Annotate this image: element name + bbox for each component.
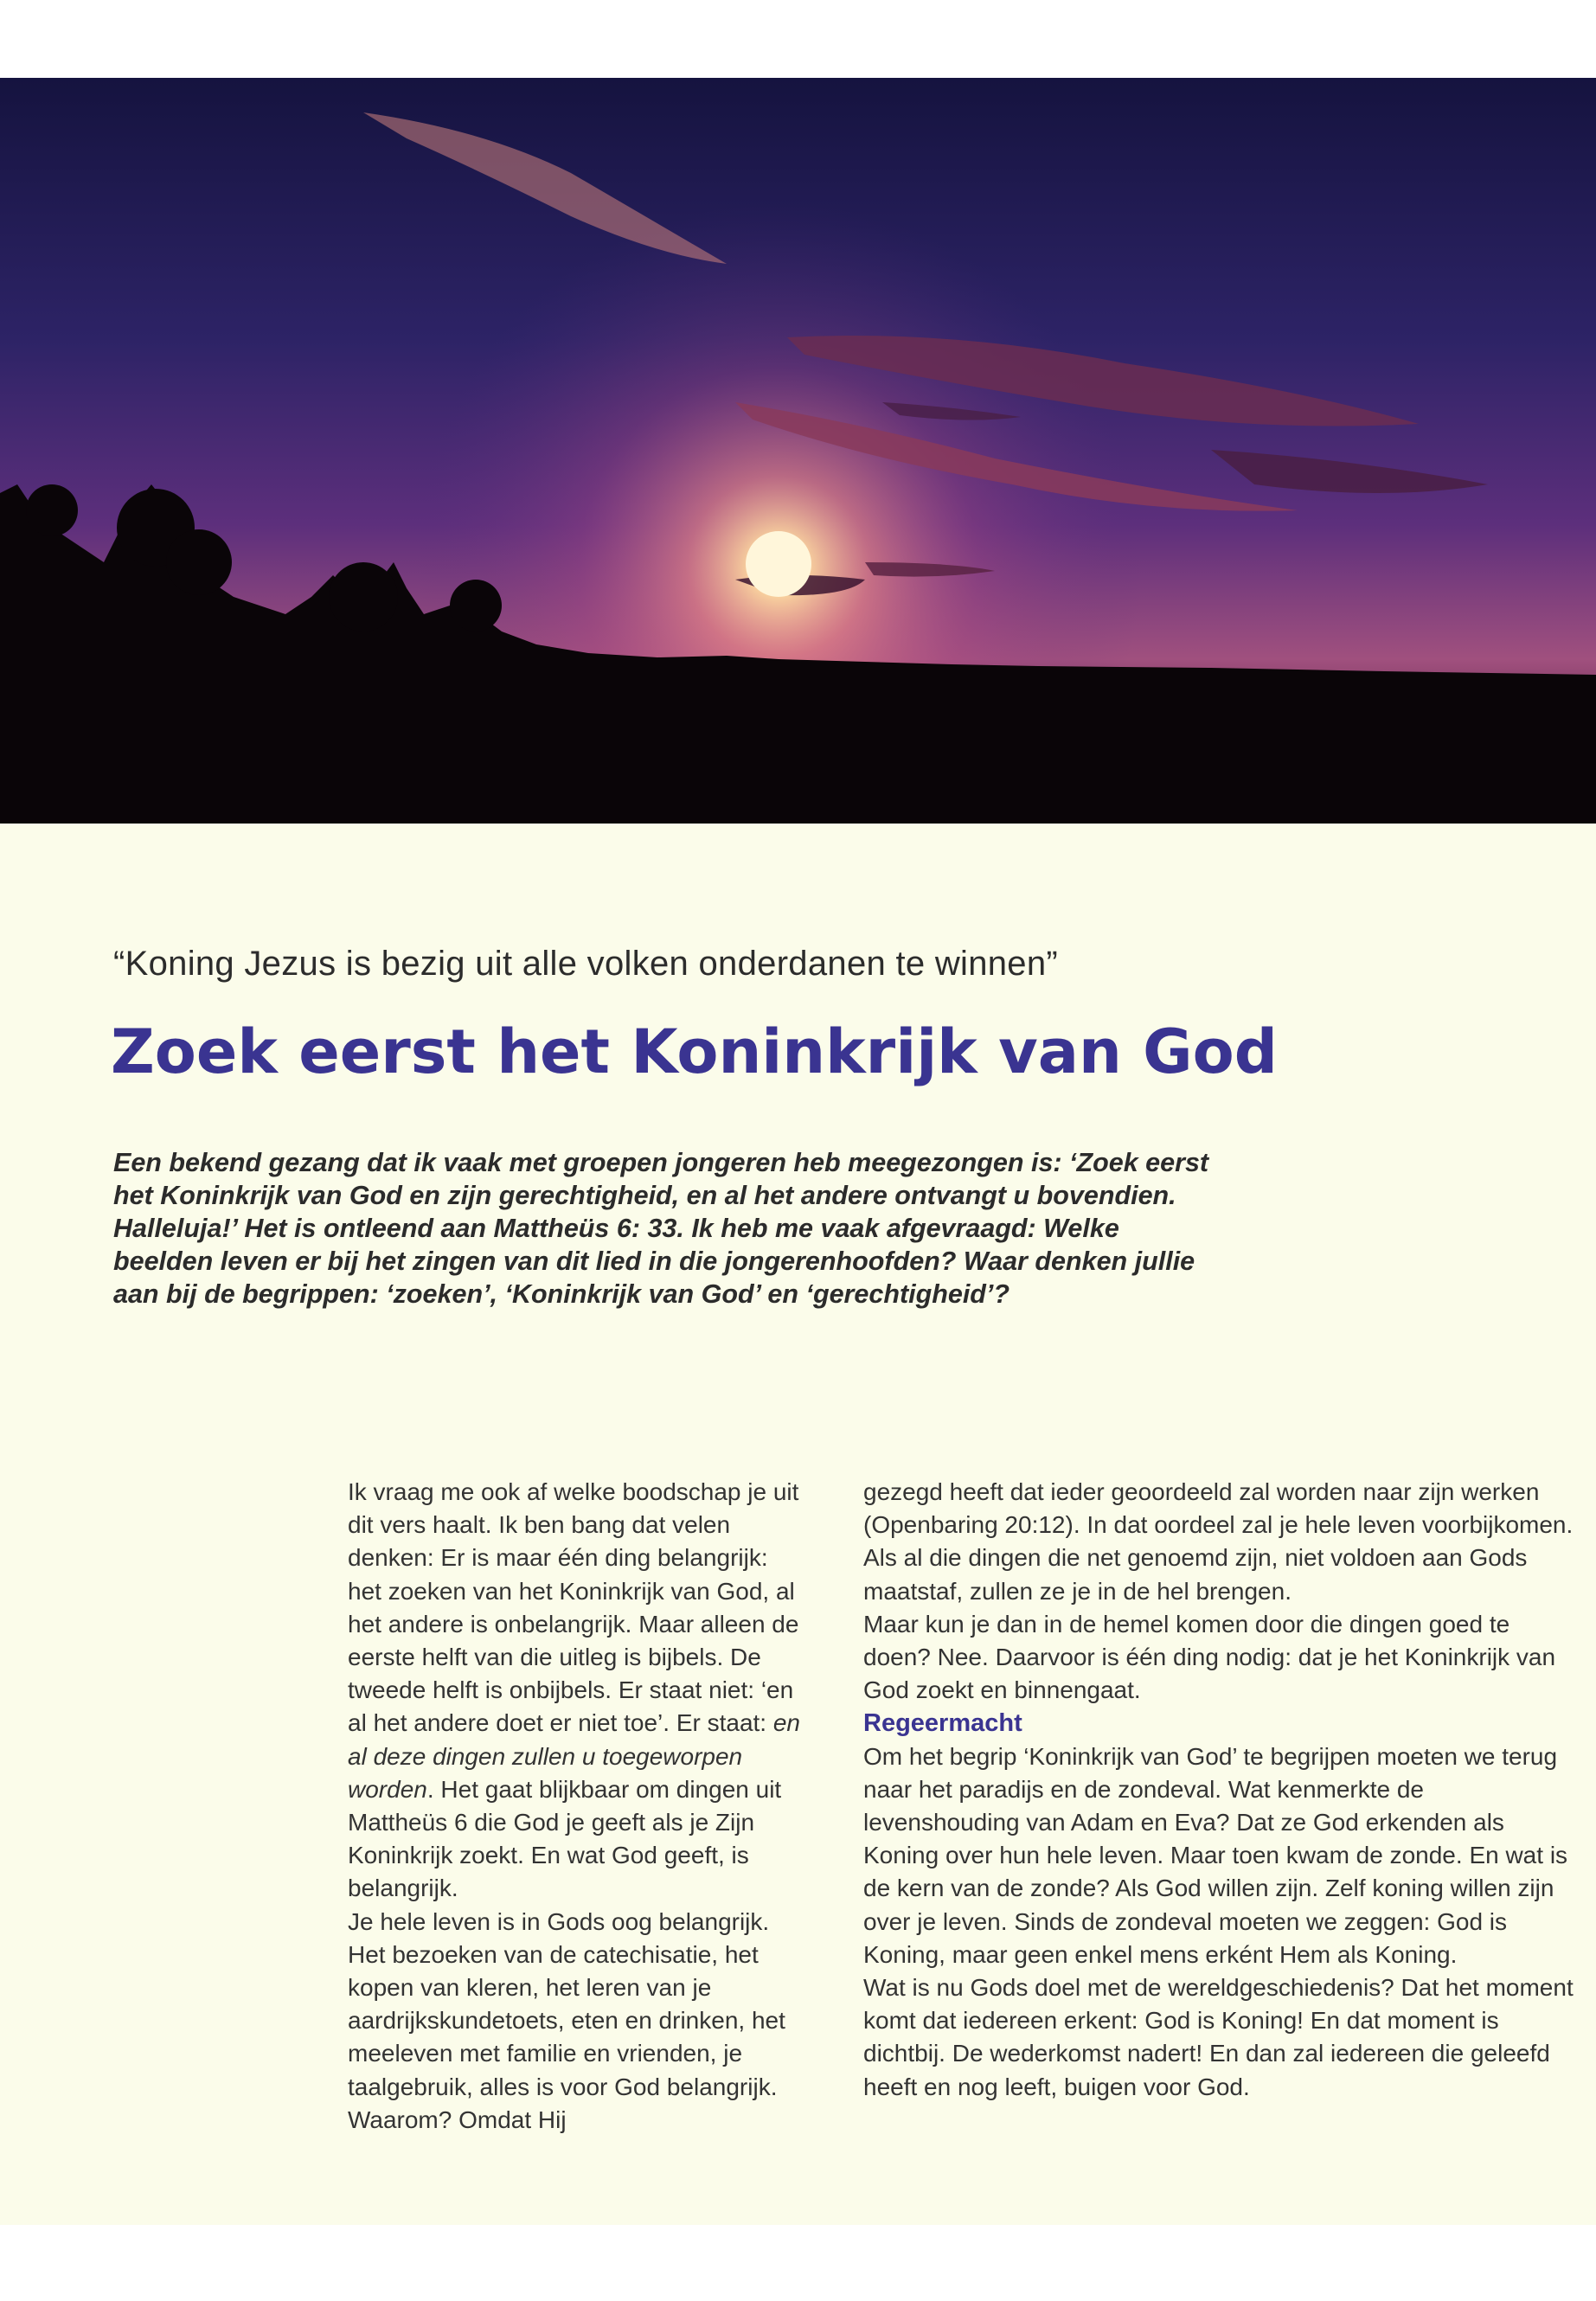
paragraph: Wat is nu Gods doel met de wereldgeschiedenis? Dat het moment komt dat iedereen erkent: God is Koning! En dat moment is dichtbij. De wederkomst nadert! En dan zal iedereen die geleefd heeft en nog leeft, buigen voor God. bbox=[863, 1974, 1574, 2100]
paragraph: gezegd heeft dat ieder geoordeeld zal worden naar zijn werken (Openbaring 20:12). In dat oordeel zal je hele leven voorbijkomen. Als al die dingen die net genoemd zijn, niet voldoen aan Gods maatstaf, zullen ze je in de hel brengen. bbox=[863, 1478, 1574, 1605]
sun bbox=[746, 531, 811, 597]
pull-quote: “Koning Jezus is bezig uit alle volken onderdanen te winnen” bbox=[113, 945, 1059, 983]
sunset-photo bbox=[0, 78, 1596, 824]
emphasis: en al deze dingen zullen u toegeworpen worden bbox=[348, 1709, 801, 1803]
article-column-right bbox=[863, 1476, 1574, 2104]
paragraph: Om het begrip ‘Koninkrijk van God’ te begrijpen moeten we terug naar het paradijs en de zondeval. Wat kenmerkte de levenshouding van Adam en Eva? Dat ze God erkenden als Koning over hun hele leven. Maar toen kwam de zonde. En wat is de kern van de zonde? Als God willen zijn. Zelf koning willen zijn over je leven. Sinds de zondeval moeten we zeggen: God is Koning, maar geen enkel mens erként Hem als Koning. bbox=[863, 1742, 1568, 1968]
sunset-illustration bbox=[0, 78, 1596, 824]
article-column-left bbox=[348, 1476, 804, 2137]
paragraph: Ik vraag me ook af welke boodschap je uit dit vers haalt. Ik ben bang dat velen denken: Er is maar één ding belangrijk: het zoeken van het Koninkrijk van God, al het andere is onbelangrijk. Maar alleen de eerste helft van die uitleg is bijbels. De tweede helft is onbijbels. Er staat niet: ‘en al het andere doet er niet toe’. Er staat: en al deze dingen zullen u toegeworpen worden. Het gaat blijkbaar om dingen uit Mattheüs 6 die God je geeft als je Zijn Koninkrijk zoekt. En wat God geeft, is belangrijk. bbox=[348, 1478, 801, 1902]
paragraph: Je hele leven is in Gods oog belangrijk. Het bezoeken van de catechisatie, het kopen van kleren, het leren van je aardrijkskundetoets, eten en drinken, het meeleven met familie en vrienden, je taalgebruik, alles is voor God belangrijk. Waarom? Omdat Hij bbox=[348, 1907, 785, 2133]
article-intro: Een bekend gezang dat ik vaak met groepen jongeren heb meegezongen is: ‘Zoek eerst het Koninkrijk van God en zijn gerechtigheid, en al het andere ontvangt u bovendien. Halleluja!’ Het is ontleend aan Mattheüs 6: 33. Ik heb me vaak afgevraagd: Welke beelden leven er bij het zingen van dit lied in die jongerenhoofden? Waar denken jullie aan bij de begrippen: ‘zoeken’, ‘Koninkrijk van God’ en ‘gerechtigheid’? bbox=[113, 1148, 1209, 1309]
article-title: Zoek eerst het Koninkrijk van God bbox=[111, 1016, 1278, 1087]
section-heading: Regeermacht bbox=[863, 1709, 1022, 1738]
paragraph: Maar kun je dan in de hemel komen door die dingen goed te doen? Nee. Daarvoor is één ding nodig: dat je het Koninkrijk van God zoekt en binnengaat. bbox=[863, 1610, 1556, 1704]
